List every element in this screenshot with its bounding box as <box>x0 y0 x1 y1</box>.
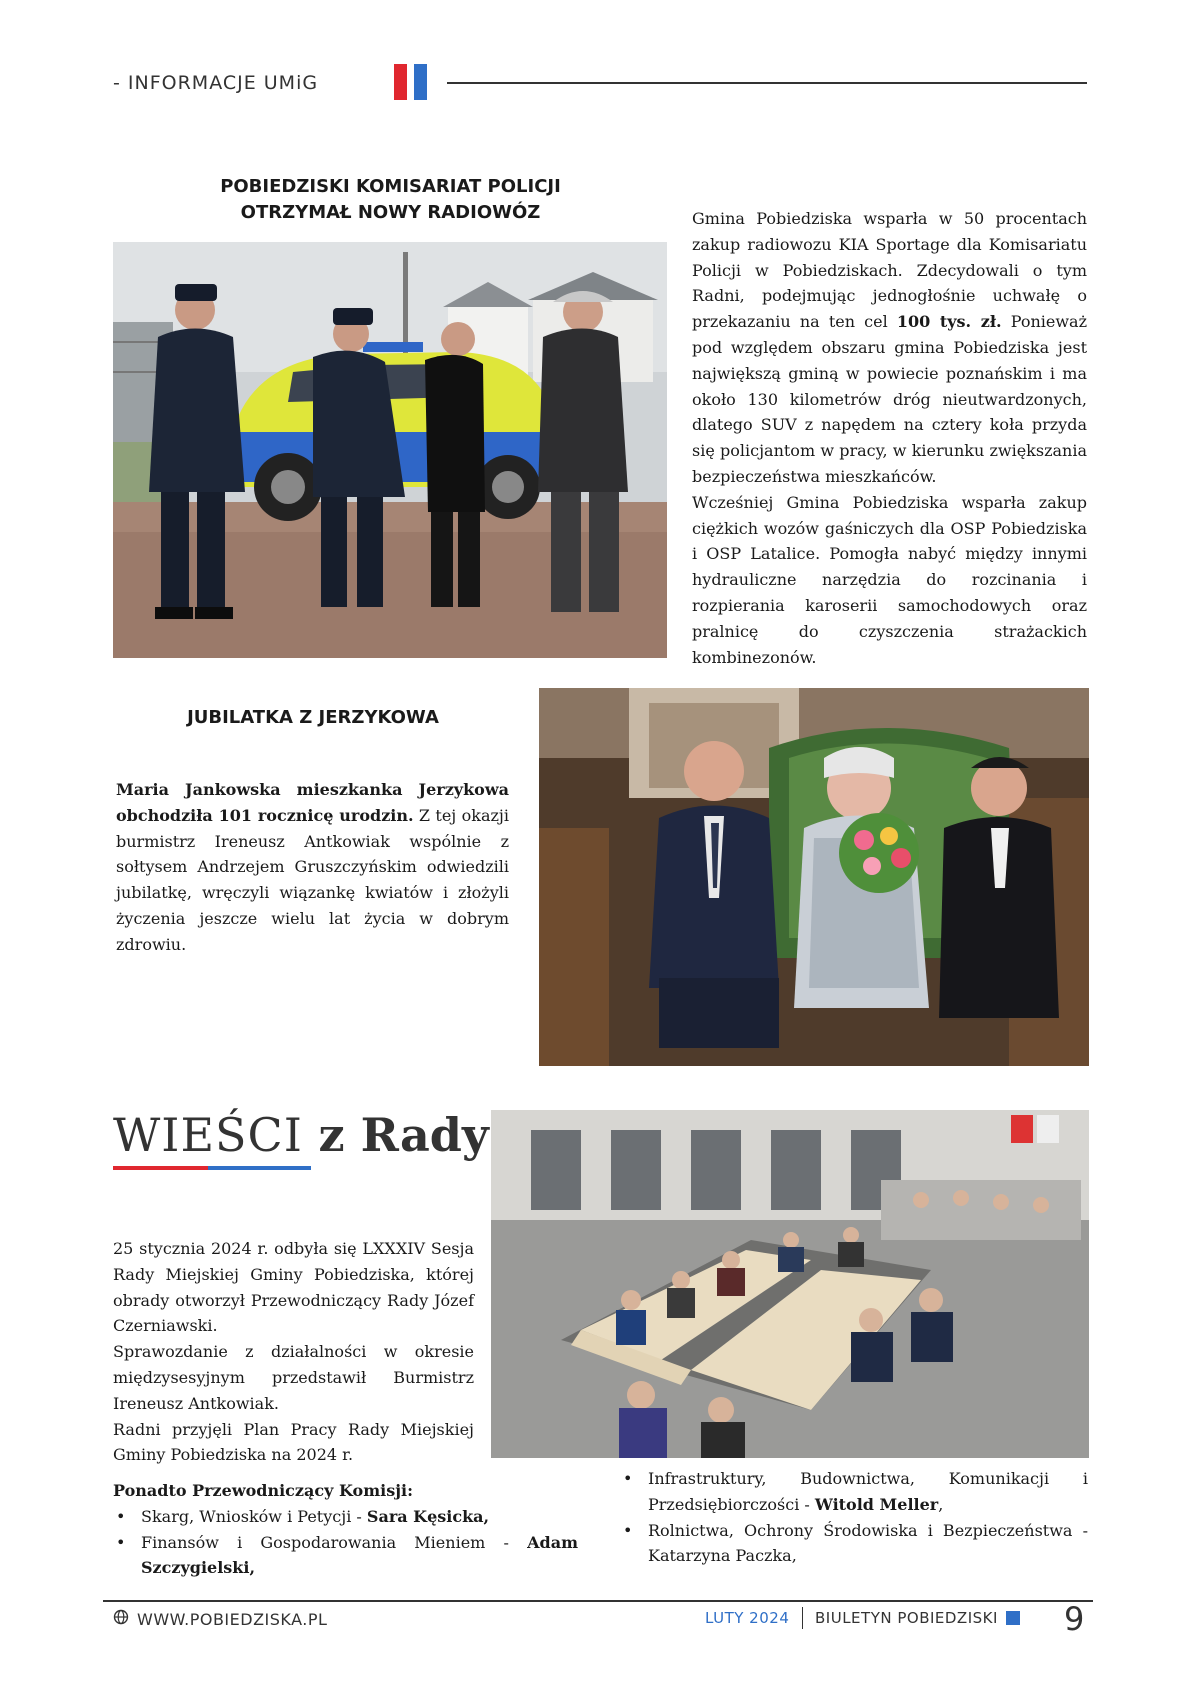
committee-chair: Adam Szczygielski, <box>141 1532 578 1578</box>
police-p1-part-b: Ponieważ pod względem obszaru gmina Pobiedziska jest największą gminą w powiecie poznańskim i ma około 130 kilometrów dróg nieutwardzonych, dlatego SUV z napędem na cztery koła przyda się policjantom w pracy, w kierunku zwiększania bezpieczeństwa mieszkańców. <box>692 312 1087 486</box>
header-rule <box>447 82 1087 84</box>
website-link[interactable]: WWW.POBIEDZISKA.PL <box>137 1609 328 1629</box>
committee-name: Finansów i Gospodarowania Mieniem - <box>141 1532 528 1552</box>
committees-list-left <box>113 1504 578 1581</box>
council-paragraph-1: 25 stycznia 2024 r. odbyła się LXXXIV Sesja Rady Miejskiej Gminy Pobiedziska, której obrady otworzył Przewodniczący Rady Józef Czerniawski. <box>113 1239 474 1336</box>
council-heading-part1: WIEŚCI <box>113 1108 319 1162</box>
footer-rule <box>103 1600 1093 1602</box>
footer-separator <box>802 1607 803 1629</box>
page-number: 9 <box>1064 1600 1085 1638</box>
police-paragraph-1 <box>692 206 1087 490</box>
committees-left-column <box>113 1478 578 1581</box>
committee-name: Skarg, Wniosków i Petycji - <box>141 1506 367 1526</box>
police-car-photo <box>113 242 667 658</box>
globe-icon <box>113 1609 129 1629</box>
footer-square-marker <box>1006 1611 1020 1625</box>
committee-name: Rolnictwa, Ochrony Środowiska i Bezpieczeństwa - Katarzyna Paczka, <box>648 1520 1088 1566</box>
police-article-body <box>692 206 1087 670</box>
council-heading-underline-blue <box>208 1166 311 1170</box>
committee-name: Infrastruktury, Budownictwa, Komunikacji i Przedsiębiorczości - <box>648 1469 1088 1514</box>
police-p1-part-a: Gmina Pobiedziska wsparła w 50 procentach zakup radiowozu KIA Sportage dla Komisariatu Policji w Pobiedziskach. Zdecydowali o tym Radni, podejmując jednogłośnie uchwałę o przekazaniu na ten cel <box>692 209 1087 332</box>
header-flag-red <box>394 64 407 100</box>
police-article-title <box>113 174 668 226</box>
list-item <box>620 1466 1088 1518</box>
jubilee-article-body <box>116 777 509 958</box>
committees-right-column <box>620 1466 1088 1569</box>
committee-chair: Sara Kęsicka, <box>366 1506 490 1526</box>
police-title-line1: POBIEDZISKI KOMISARIAT POLICJI <box>220 176 561 197</box>
footer-month: LUTY 2024 <box>705 1609 790 1627</box>
jubilee-lead: Maria Jankowska mieszkanka Jerzykowa obchodziła 101 rocznicę urodzin. <box>116 780 509 825</box>
header-flag-blue <box>414 64 427 100</box>
committees-heading-text: Ponadto Przewodniczący Komisji: <box>113 1481 413 1500</box>
council-heading-part2: z Rady <box>318 1108 489 1162</box>
section-label: - INFORMACJE UMiG <box>113 72 319 94</box>
jubilee-rest: Z tej okazji burmistrz Ireneusz Antkowiak wspólnie z sołtysem Andrzejem Gruszczyńskim odwiedzili jubilatkę, wręczyli wiązankę kwiatów i złożyli życzenia jeszcze wielu lat życia w dobrym zdrowiu. <box>116 805 509 954</box>
council-body <box>113 1236 474 1468</box>
jubilee-article-title: JUBILATKA Z JERZYKOWA <box>187 707 439 728</box>
jubilee-paragraph <box>116 777 509 958</box>
committee-chair: Witold Meller <box>814 1494 939 1514</box>
list-item <box>113 1530 578 1582</box>
police-paragraph-2: Wcześniej Gmina Pobiedziska wsparła zakup ciężkich wozów gaśniczych dla OSP Pobiedziska i OSP Latalice. Pomogła nabyć między innymi hydrauliczne narzędzia do rozcinania i rozpierania karoserii samochodowych oraz pralnicę do czyszczenia strażackich kombinezonów. <box>692 492 1087 667</box>
jubilee-photo <box>539 688 1089 1066</box>
council-paragraph-3: Radni przyjęli Plan Pracy Rady Miejskiej Gminy Pobiedziska na 2024 r. <box>113 1419 474 1465</box>
committees-heading <box>113 1478 578 1504</box>
committee-tail: , <box>938 1494 944 1514</box>
footer-website[interactable] <box>113 1609 327 1629</box>
committees-list-right <box>620 1466 1088 1569</box>
footer-bulletin-name: BIULETYN POBIEDZISKI <box>815 1609 998 1627</box>
list-item <box>113 1504 578 1530</box>
council-heading <box>113 1108 489 1162</box>
council-paragraph-2: Sprawozdanie z działalności w okresie międzysesyjnym przedstawił Burmistrz Ireneusz Antkowiak. <box>113 1342 474 1413</box>
police-p1-amount: 100 tys. zł. <box>896 312 1002 332</box>
list-item <box>620 1518 1088 1570</box>
council-heading-underline-red <box>113 1166 208 1170</box>
council-session-photo <box>491 1110 1089 1458</box>
police-title-line2: OTRZYMAŁ NOWY RADIOWÓZ <box>240 202 541 223</box>
